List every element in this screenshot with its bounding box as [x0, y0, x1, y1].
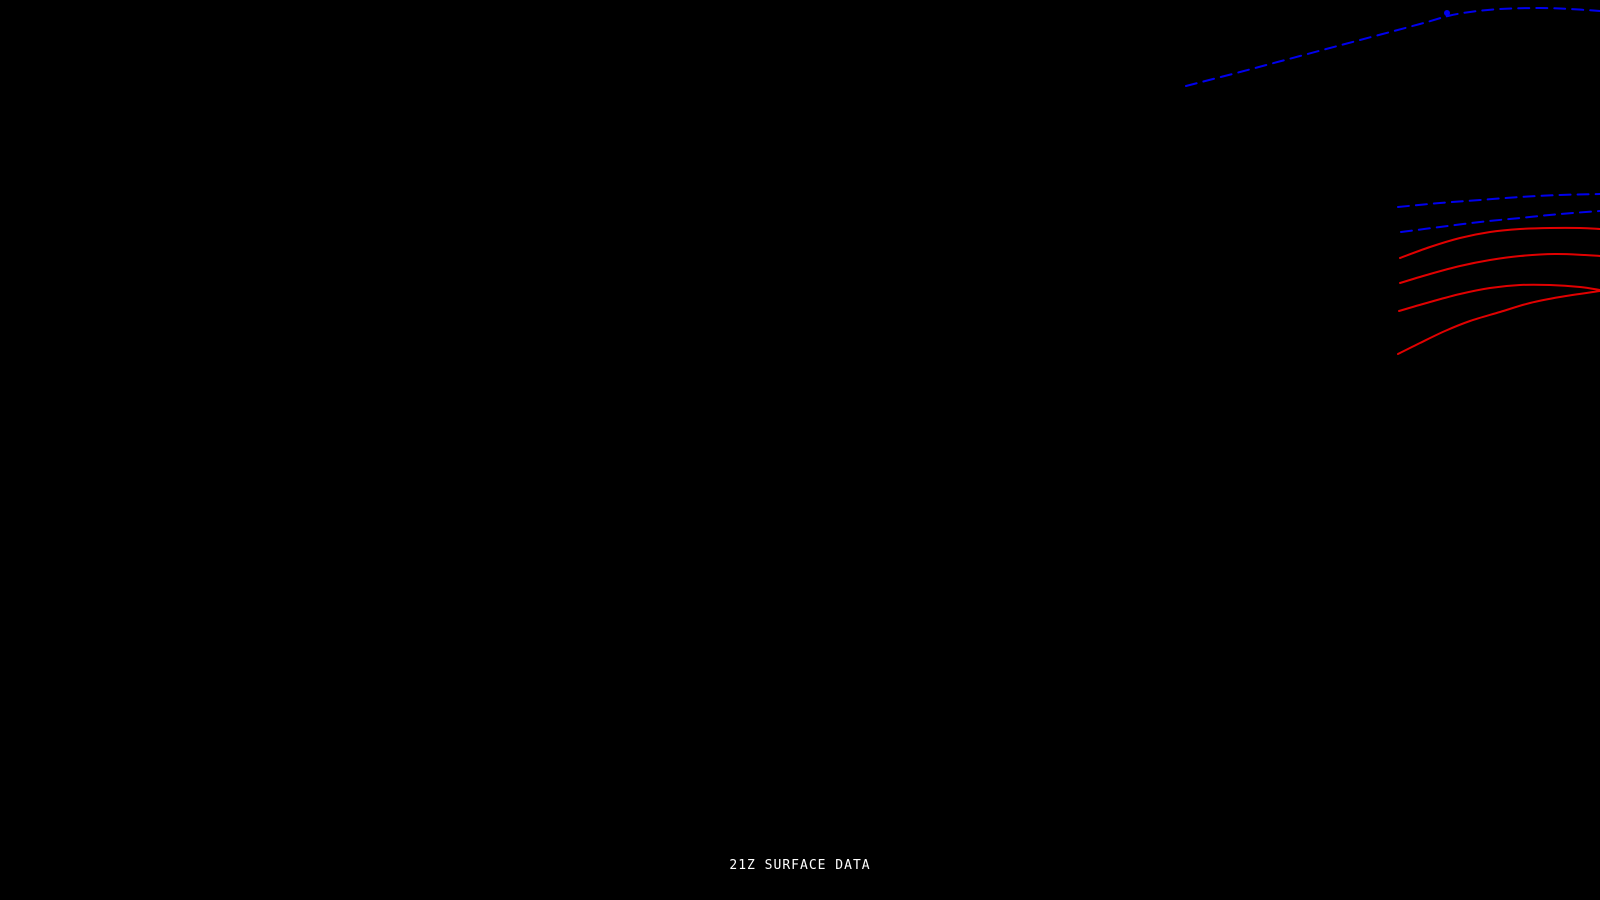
station-marker-layer: [1444, 10, 1450, 16]
station-dot: [1444, 10, 1450, 16]
chart-caption: 21Z SURFACE DATA: [729, 858, 871, 873]
